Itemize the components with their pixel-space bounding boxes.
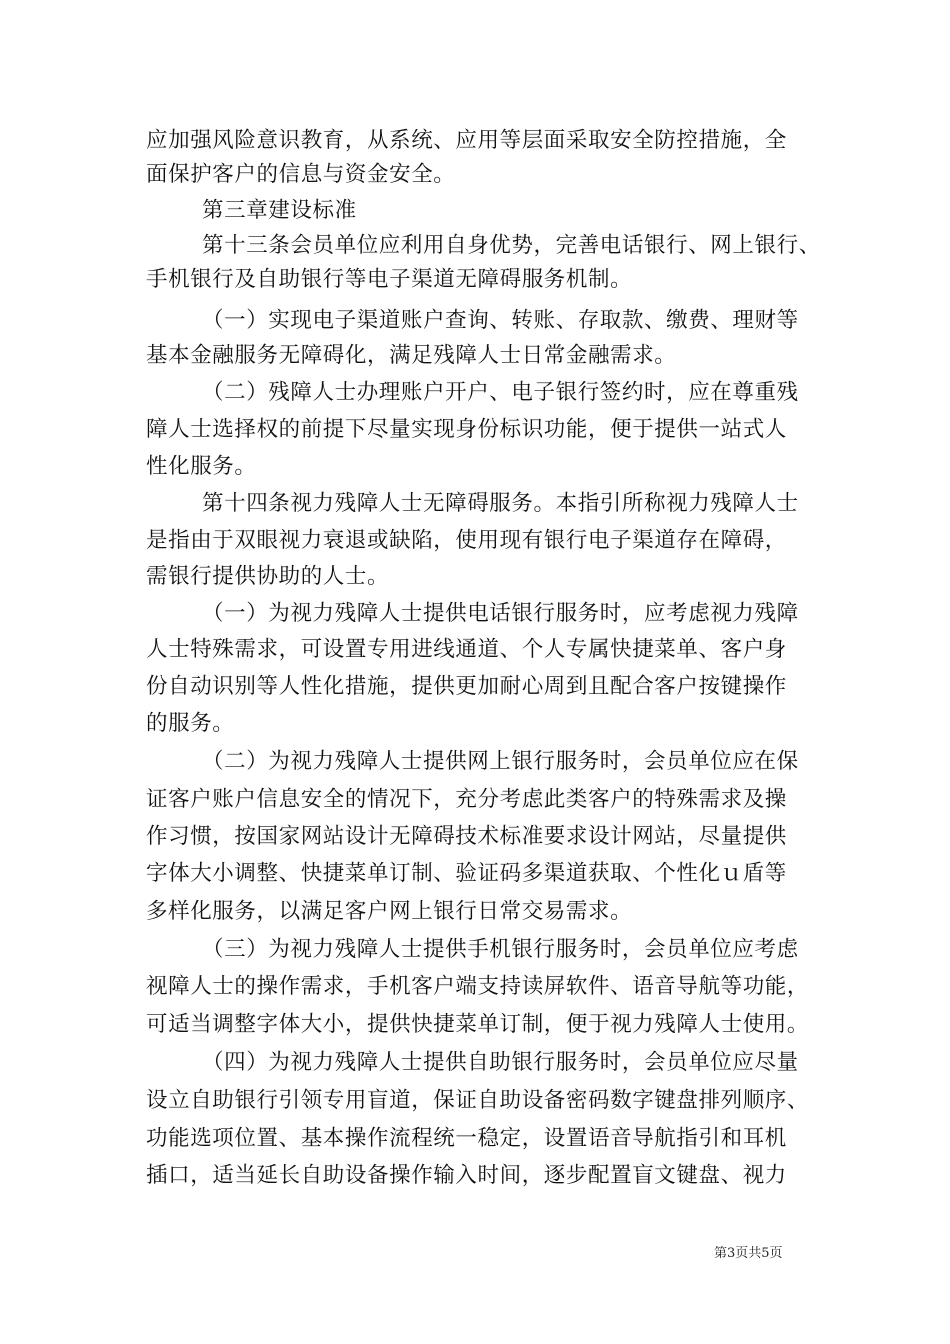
clause-text-line: （二）为视力残障人士提供网上银行服务时，会员单位应在保: [202, 749, 799, 774]
body-text-line: 功能选项位置、基本操作流程统一稳定，设置语音导航指引和耳机: [146, 1126, 787, 1151]
body-text-line: 手机银行及自助银行等电子渠道无障碍服务机制。: [146, 267, 633, 292]
body-text-line: 视障人士的操作需求，手机客户端支持读屏软件、语音导航等功能，: [146, 974, 810, 999]
article-text-line: 第十三条会员单位应利用自身优势，完善电话银行、网上银行、: [202, 233, 821, 258]
body-text-line: 插口，适当延长自助设备操作输入时间，逐步配置盲文键盘、视力: [146, 1163, 787, 1188]
body-text-line: 多样化服务，以满足客户网上银行日常交易需求。: [146, 899, 633, 924]
body-text-line: 作习惯，按国家网站设计无障碍技术标准要求设计网站，尽量提供: [146, 824, 787, 849]
body-text-line: 可适当调整字体大小，提供快捷菜单订制，便于视力残障人士使用。: [146, 1012, 810, 1037]
body-text-line: 证客户账户信息安全的情况下，充分考虑此类客户的特殊需求及操: [146, 787, 787, 812]
body-text-line: 人士特殊需求，可设置专用进线通道、个人专属快捷菜单、客户身: [146, 637, 787, 662]
clause-text-line: （二）残障人士办理账户开户、电子银行签约时，应在尊重残: [202, 380, 799, 405]
body-text-line: 是指由于双眼视力衰退或缺陷，使用现有银行电子渠道存在障碍，: [146, 528, 787, 553]
body-text-line: 性化服务。: [146, 454, 257, 479]
body-text-line: 需银行提供协助的人士。: [146, 564, 390, 589]
body-text-line: 障人士选择权的前提下尽量实现身份标识功能，便于提供一站式人: [146, 417, 787, 442]
body-text-line: 设立自助银行引领专用盲道，保证自助设备密码数字键盘排列顺序、: [146, 1088, 810, 1113]
page-footer: 第3页共5页: [714, 1246, 783, 1261]
body-text-line: 面保护客户的信息与资金安全。: [146, 162, 456, 187]
clause-text-line: （三）为视力残障人士提供手机银行服务时，会员单位应考虑: [202, 937, 799, 962]
body-text-line: 应加强风险意识教育，从系统、应用等层面采取安全防控措施，全: [146, 128, 787, 153]
body-text-line: 份自动识别等人性化措施，提供更加耐心周到且配合客户按键操作: [146, 674, 787, 699]
clause-text-line: （一）为视力残障人士提供电话银行服务时，应考虑视力残障: [202, 601, 799, 626]
article-text-line: 第十四条视力残障人士无障碍服务。本指引所称视力残障人士: [202, 491, 799, 516]
clause-text-line: （四）为视力残障人士提供自助银行服务时，会员单位应尽量: [202, 1050, 799, 1075]
body-text-line: 的服务。: [146, 711, 235, 736]
clause-text-line: （一）实现电子渠道账户查询、转账、存取款、缴费、理财等: [202, 308, 799, 333]
body-text-line: 基本金融服务无障碍化，满足残障人士日常金融需求。: [146, 343, 677, 368]
body-text-line: 字体大小调整、快捷菜单订制、验证码多渠道获取、个性化ｕ盾等: [146, 861, 787, 886]
chapter-heading: 第三章建设标准: [202, 198, 357, 223]
